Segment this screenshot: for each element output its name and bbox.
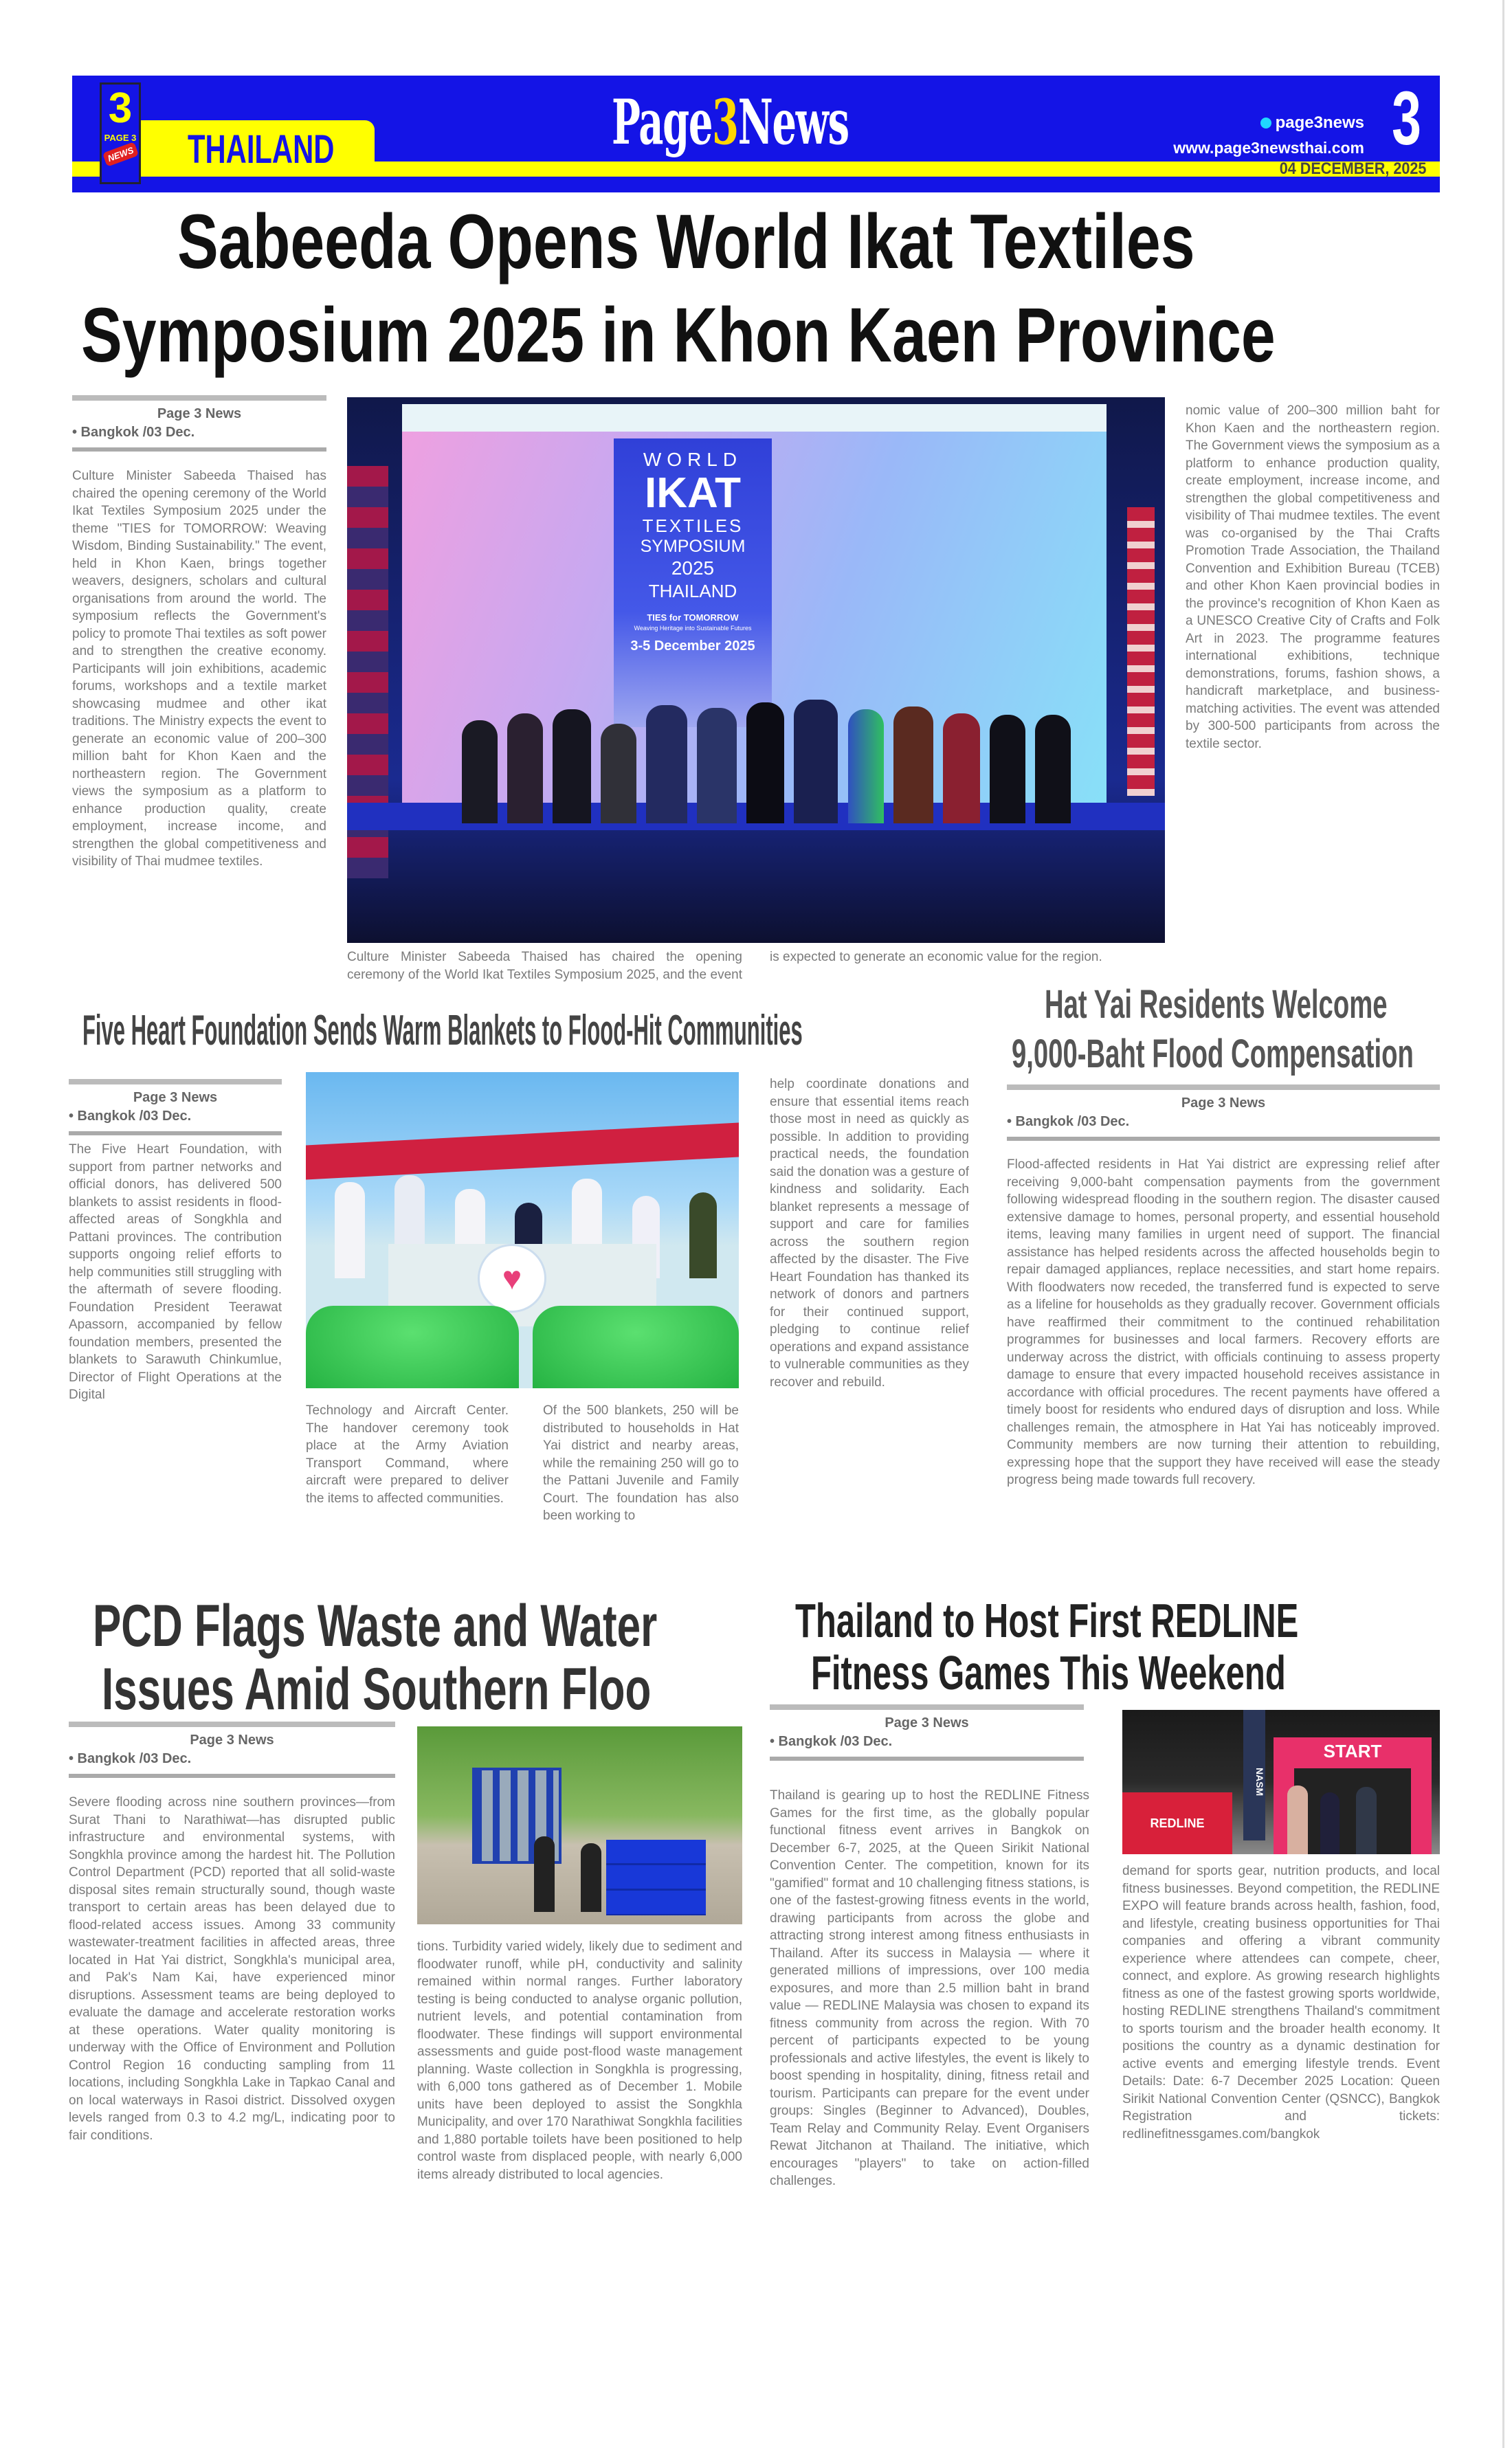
lead-photo-ikat-symposium (347, 397, 1165, 943)
ikat-banner-right (1127, 507, 1155, 796)
pcd-headline-line2: Issues Amid Southern Floo (102, 1656, 652, 1722)
lead-headline-line1: Sabeeda Opens World Ikat Textiles (177, 199, 1195, 285)
runner (1287, 1785, 1308, 1854)
fiveheart-byline (69, 1079, 282, 1135)
heart-logo-icon: ♥ (478, 1244, 546, 1313)
redline-column-left: Thailand is gearing up to host the REDLINE Fitness Games for the first time, as the globally popular functional fitness event arrives in Bangkok on December 6-7, 2025, at the Queen Sirikit National Convention Center. The competition, known for its "gamified" format and 10 challenging fitness stations, is one of the fastest-growing fitness events in the world, drawing participants from across the globe and attracting strong interest among fitness enthusiasts in Thailand. After its success in Malaysia — where it generated millions of impressions, over 100 media exposures, and more than 2.5 million baht in brand value — REDLINE Malaysia was chosen to expand its fitness community from across the region. With 70 percent of participants expected to be young professionals and active lifestyles, the event is likely to boost spending in hospitality, dining, fitness retail and tourism. Participants can prepare for the event under groups: Singles (Beginner to Advanced), Doubles, Team Relay and Community Relay. Event Organisers Rewat Jitchanon at Thailand. The initiative, which encourages "players" to take on action-filled challenges. (770, 1788, 1089, 2188)
pcd-headline-line1: PCD Flags Waste and Water (93, 1593, 658, 1659)
screen-text-subtitle: Weaving Heritage into Sustainable Futures (634, 625, 752, 632)
screen-text-textiles: TEXTILES (642, 515, 744, 536)
worker (534, 1836, 555, 1912)
screen-text-world: WORLD (643, 449, 743, 470)
screen-title-panel (614, 438, 772, 727)
fiveheart-column-right: help coordinate donations and ensure that essential items reach those most in need as quickly as possible. In addition to providing practical needs, the foundation said the donation was a gesture of kindness and solidarity. Each blanket represents a message of support and care for families across the southern region affected by the disaster. The Five Heart Foundation has thanked its network of donors and partners for their continued support, pledging to continue relief operations and expand assistance to vulnerable communities as they recover and rebuild. (770, 1077, 969, 1390)
pcd-column-left: Severe flooding across nine southern provinces—from Surat Thani to Narathiwat—has disrupted public infrastructure and environmental systems, with Songkhla province among the hardest hit. The Pollution Control Department (PCD) reported that all solid-waste disposal sites remain structurally sound, though waste transport to certain areas has been delayed due to flood-related access issues. Among 33 community wastewater-treatment facilities in affected areas, three located in Hat Yai district, Songkhla's municipal area, and Pak's Nam Kai, have experienced minor disruptions. Assessment teams are being deployed to evaluate the damage and accelerate restoration works at these operations. Water quality monitoring is underway with the Office of Environment and Pollution Control Region 16 conducting sampling from 11 locations, including Songkhla Lake in Tapkao Canal and on local waterways in Rasoi district. Dissolved oxygen levels ranged from 0.3 to 4.2 mg/L, indicating poor to fair conditions. (69, 1795, 395, 2143)
page-edge (1502, 0, 1504, 2448)
brand-number: 3 (712, 86, 738, 159)
green-blanket-bag (533, 1306, 739, 1388)
lead-column-right: nomic value of 200–300 million baht for Khon Kaen and the northeastern region. The Government views the symposium as a platform to enhance production quality, create employment, increase income, and strengthen the global competitiveness and visibility of Thai mudmee textiles. The event was co-organised by the Thai Crafts Promotion Trade Association, the Thailand Convention and Exhibition Bureau (TCEB) and other Khon Kaen provincial bodies in the province's recognition of Khon Kaen as a UNESCO Creative City of Crafts and Folk Art in 2023. The programme features international exhibitions, technique demonstrations, forums, fashion shows, a handicraft marketplace, and business-matching activities. The event was attended by 300-500 participants from across the textile sector. (1186, 403, 1440, 751)
page-number: 3 (1391, 76, 1421, 161)
haiyai-body: Flood-affected residents in Hat Yai district are expressing relief after receiving 9,000-baht compensation payments from the government following widespread flooding in the southern region. The disaster caused extensive damage to homes, personal property, and essential household items, leaving many families in urgent need of support. The financial assistance has helped residents across the affected households begin to repair damaged appliances, replace necessities, and start home repairs. With floodwaters now receded, the transferred fund is expected to serve as a lifeline for households as they gradually recover. Government officials have reaffirmed their commitment to the continued rehabilitation programmes for businesses and local farmers. Recovery efforts are underway across the district, with officials continuing to assess property damage to ensure that every impacted household receives assistance in accordance with official procedures. The recent payments have offered a timely boost for residents who endured days of disruption and loss. While challenges remain, the atmosphere in Hat Yai has noticeably improved. Community members are now turning their attention to rebuilding, expressing hope that the support they have received will ease the steady progress being made towards full recovery. (1007, 1157, 1440, 1487)
brand-wordmark (612, 88, 849, 157)
fiveheart-headline: Five Heart Foundation Sends Warm Blankets to Flood-Hit Communities (82, 1007, 803, 1054)
sponsor-logos-strip (402, 404, 1107, 432)
screen-text-symposium: SYMPOSIUM (640, 537, 746, 556)
byline-location: • Bangkok /03 Dec. (69, 1751, 192, 1766)
runner (1356, 1787, 1377, 1854)
byline-source: Page 3 News (157, 406, 242, 421)
social-dot-icon (1260, 118, 1271, 129)
fiveheart-column-mid1: Technology and Aircraft Center. The handover ceremony took place at the Army Aviation Transport Command, where aircraft were prepared to deliver the items to affected communities. (306, 1403, 509, 1506)
social-handle (1260, 113, 1364, 133)
start-arch-text: START (1323, 1741, 1382, 1761)
lead-byline (72, 395, 326, 452)
screen-text-thailand: THAILAND (648, 581, 737, 601)
guests-group (457, 700, 1076, 823)
fiveheart-photo-blanket-handover (306, 1072, 739, 1388)
haiyai-headline-line2: 9,000-Baht Flood Compensation (1012, 1032, 1414, 1076)
redline-photo-start-arch (1122, 1710, 1440, 1854)
redline-headline-line1: Thailand to Host First REDLINE (795, 1594, 1299, 1647)
social-text: page3news (1275, 113, 1364, 132)
redline-column-right: demand for sports gear, nutrition products, and local fitness businesses. Beyond competition, the REDLINE EXPO will feature brands across health, fashion, food, and lifestyle, creating business opportunities for Thai companies and offering a vibrant community experience where attendees can compete, cheer, connect, and explore. As growing research highlights fitness as one of the fastest growing sports worldwide, hosting REDLINE strengthens Thailand's commitment to sports tourism and the broader health economy. It positions the country as a dynamic destination for active events and emerging lifestyle trends. Event Details: Date: 6-7 December 2025 Location: Queen Sirikit National Convention Center (QSNCC), Bangkok Registration and tickets: redlinefitnessgames.com/bangkok (1122, 1864, 1440, 2141)
logo-number: 3 (108, 85, 133, 132)
page3-logo (100, 82, 141, 184)
byline-location: • Bangkok /03 Dec. (72, 425, 195, 440)
blue-water-containers (606, 1840, 706, 1915)
issue-date: 04 DECEMBER, 2025 (1279, 159, 1426, 178)
brand-right: News (737, 86, 849, 159)
masthead (72, 76, 1440, 192)
website-link[interactable]: www.page3newsthai.com (1173, 139, 1364, 157)
worker (581, 1843, 601, 1912)
redline-barrier: REDLINE (1122, 1792, 1232, 1854)
green-blanket-bag (306, 1306, 519, 1388)
sponsor-flag: NASM (1243, 1710, 1265, 1840)
airplane-wing (306, 1122, 739, 1179)
screen-text-theme: TIES for TOMORROW (647, 612, 739, 623)
screen-text-year: 2025 (671, 557, 715, 579)
byline-location: • Bangkok /03 Dec. (1007, 1114, 1130, 1129)
screen-text-dates: 3-5 December 2025 (630, 638, 755, 654)
fiveheart-column-mid2: Of the 500 blankets, 250 will be distributed to households in Hat Yai district and nearby areas, while the remaining 250 will go to the Pattani Juvenile and Family Court. The foundation has also been working to (543, 1403, 739, 1523)
redline-headline-line2: Fitness Games This Weekend (811, 1646, 1286, 1700)
pcd-byline (69, 1722, 395, 1778)
pcd-column-right: tions. Turbidity varied widely, likely due to sediment and floodwater runoff, while pH, conductivity and salinity remained within normal ranges. Further laboratory testing is being conducted to analyse organic pollution, nutrient levels, and potential contamination from floodwater. These findings will support environmental assessments and guide post-flood waste management planning. Waste collection in Songkhla is progressing, with 6,000 tons gathered as of December 1. Mobile units have been deployed to assist the Songkhla Municipality, and over 170 Narathiwat Songkhla facilities and 1,880 portable toilets have been positioned to help control waste from displaced people, with nearly 6,000 items already distributed to local agencies. (417, 1939, 742, 2182)
redline-byline (770, 1704, 1084, 1761)
byline-location: • Bangkok /03 Dec. (770, 1734, 893, 1749)
logo-page-text: PAGE 3 (104, 133, 137, 143)
lead-column-under-photo: Culture Minister Sabeeda Thaised has chaired the opening ceremony of the World Ikat Textiles Symposium 2025, and the event is expected to generate an economic value for the region. (347, 950, 1102, 982)
byline-source: Page 3 News (1181, 1095, 1266, 1111)
byline-location: • Bangkok /03 Dec. (69, 1109, 192, 1124)
runner (1320, 1792, 1339, 1854)
haiyai-headline-line1: Hat Yai Residents Welcome (1045, 982, 1388, 1027)
lead-headline-line2: Symposium 2025 in Khon Kaen Province (81, 292, 1276, 378)
byline-source: Page 3 News (885, 1715, 969, 1731)
fiveheart-column-left: The Five Heart Foundation, with support from partner networks and official donors, has delivered 500 blankets to assist residents in flood-affected areas of Songkhla and Pattani provinces. The contribution supports ongoing relief efforts to help communities still struggling with the aftermath of severe flooding. Foundation President Teerawat Apassorn, accompanied by fellow foundation members, presented the blankets to Sarawuth Chinkumlue, Director of Flight Operations at the Digital (69, 1142, 282, 1402)
haiyai-byline (1007, 1084, 1440, 1141)
brand-left: Page (612, 86, 713, 159)
pcd-photo-waste-containers (417, 1726, 742, 1924)
lead-column-left: Culture Minister Sabeeda Thaised has chaired the opening ceremony of the World Ikat Textiles Symposium 2025 under the theme "TIES for TOMORROW: Weaving Wisdom, Binding Sustainability." The event, held in Khon Kaen, brings together weavers, designers, scholars and cultural organisations from around the world. The symposium reflects the Government's policy to promote Thai textiles as soft power and to strengthen the creative economy. Participants will join exhibitions, academic forums, workshops and a textile market showcasing mudmee and other ikat traditions. The Ministry expects the event to generate an economic value of 200–300 million baht for Khon Kaen and the northeastern region. The Government views the symposium as a platform to enhance production quality, create employment, increase income, and strengthen the global competitiveness and visibility of Thai mudmee textiles. (72, 469, 326, 869)
byline-source: Page 3 News (190, 1733, 274, 1748)
edition-label: THAILAND (188, 127, 335, 172)
logo-news-badge: NEWS (102, 142, 138, 166)
screen-text-ikat: IKAT (644, 469, 742, 517)
byline-source: Page 3 News (133, 1090, 218, 1105)
